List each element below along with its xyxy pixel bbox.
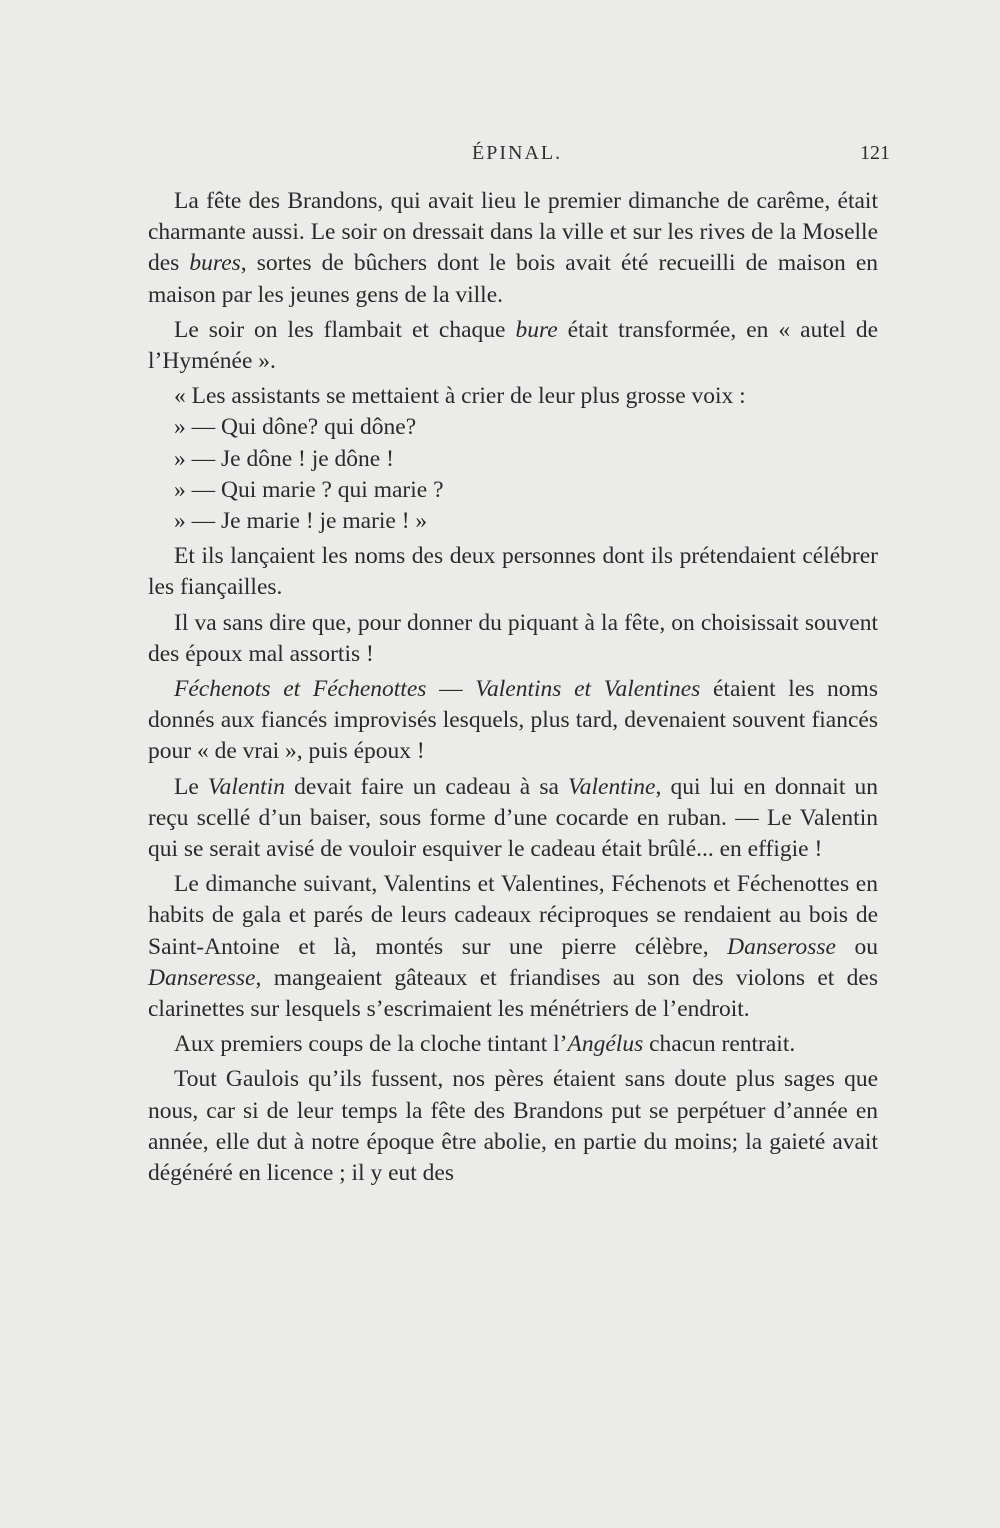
italic-term: Valentin	[207, 773, 285, 800]
italic-term: bures	[189, 250, 241, 277]
page-number: 121	[860, 142, 890, 164]
running-title: ÉPINAL.	[472, 142, 563, 164]
italic-term: bure	[515, 316, 558, 343]
italic-term: Féchenots et Féchenottes	[174, 676, 427, 703]
paragraph-fechenots: Féchenots et Féchenottes — Valentins et Valentines étaient les noms donnés aux fiancés improvisés lesquels, plus tard, devenaient souvent fiancés pour « de vrai », puis époux !	[148, 676, 878, 765]
paragraph-gaulois: Tout Gaulois qu’ils fussent, nos pères étaient sans doute plus sages que nous, car si de leur temps la fête des Brandons put se perpétuer d’année en année, elle dut à notre époque être abolie, en partie du moins; la gaieté avait dégénéré en licence ; il y eut des	[148, 1066, 878, 1187]
dialogue-line: » — Je dône ! je dône !	[174, 445, 394, 472]
paragraph-piquant: Il va sans dire que, pour donner du piquant à la fête, on choisissait souvent des époux mal assortis !	[148, 609, 878, 667]
paragraph-dimanche: Le dimanche suivant, Valentins et Valentines, Féchenots et Féchenottes en habits de gala et parés de leurs cadeaux réciproques se rendaient au bois de Saint-Antoine et là, montés sur une pierre célèbre, Danserosse ou Danseresse, mangeaient gâteaux et friandises au son des violons et des clarinettes sur lesquels s’escrimaient les ménétriers de l’endroit.	[148, 871, 878, 1023]
italic-term: Danseresse	[148, 964, 256, 991]
italic-term: Danserosse	[727, 933, 836, 960]
body-text	[148, 186, 878, 1189]
italic-term: Valentins et Valentines	[475, 676, 701, 703]
dialogue-line: » — Je marie ! je marie ! »	[174, 508, 428, 535]
paragraph-flambait: Le soir on les flambait et chaque bure était transformée, en « autel de l’Hyménée ».	[148, 316, 878, 375]
paragraph-valentin: Le Valentin devait faire un cadeau à sa Valentine, qui lui en donnait un reçu scellé d’un baiser, sous forme d’une cocarde en ruban. — Le Valentin qui se serait avisé de vouloir esquiver le cadeau était brûlé... en effigie !	[148, 773, 878, 863]
running-header	[140, 142, 890, 176]
dialogue-line: « Les assistants se mettaient à crier de leur plus grosse voix :	[174, 383, 746, 410]
italic-term: Valentine	[568, 773, 656, 800]
paragraph-brandons-intro: La fête des Brandons, qui avait lieu le premier dimanche de carême, était charmante aussi. Le soir on dressait dans la ville et sur les rives de la Moselle des bures, sortes de bûchers dont le bois avait été recueilli de maison en maison par les jeunes gens de la ville.	[148, 188, 878, 308]
dialogue-line: » — Qui marie ? qui marie ?	[174, 476, 444, 503]
italic-term: Angélus	[567, 1031, 644, 1058]
paragraph-angelus: Aux premiers coups de la cloche tintant l’Angélus chacun rentrait.	[174, 1031, 796, 1058]
dialogue-line: » — Qui dône? qui dône?	[174, 414, 417, 441]
paragraph-noms: Et ils lançaient les noms des deux personnes dont ils prétendaient célébrer les fiançailles.	[148, 543, 878, 601]
